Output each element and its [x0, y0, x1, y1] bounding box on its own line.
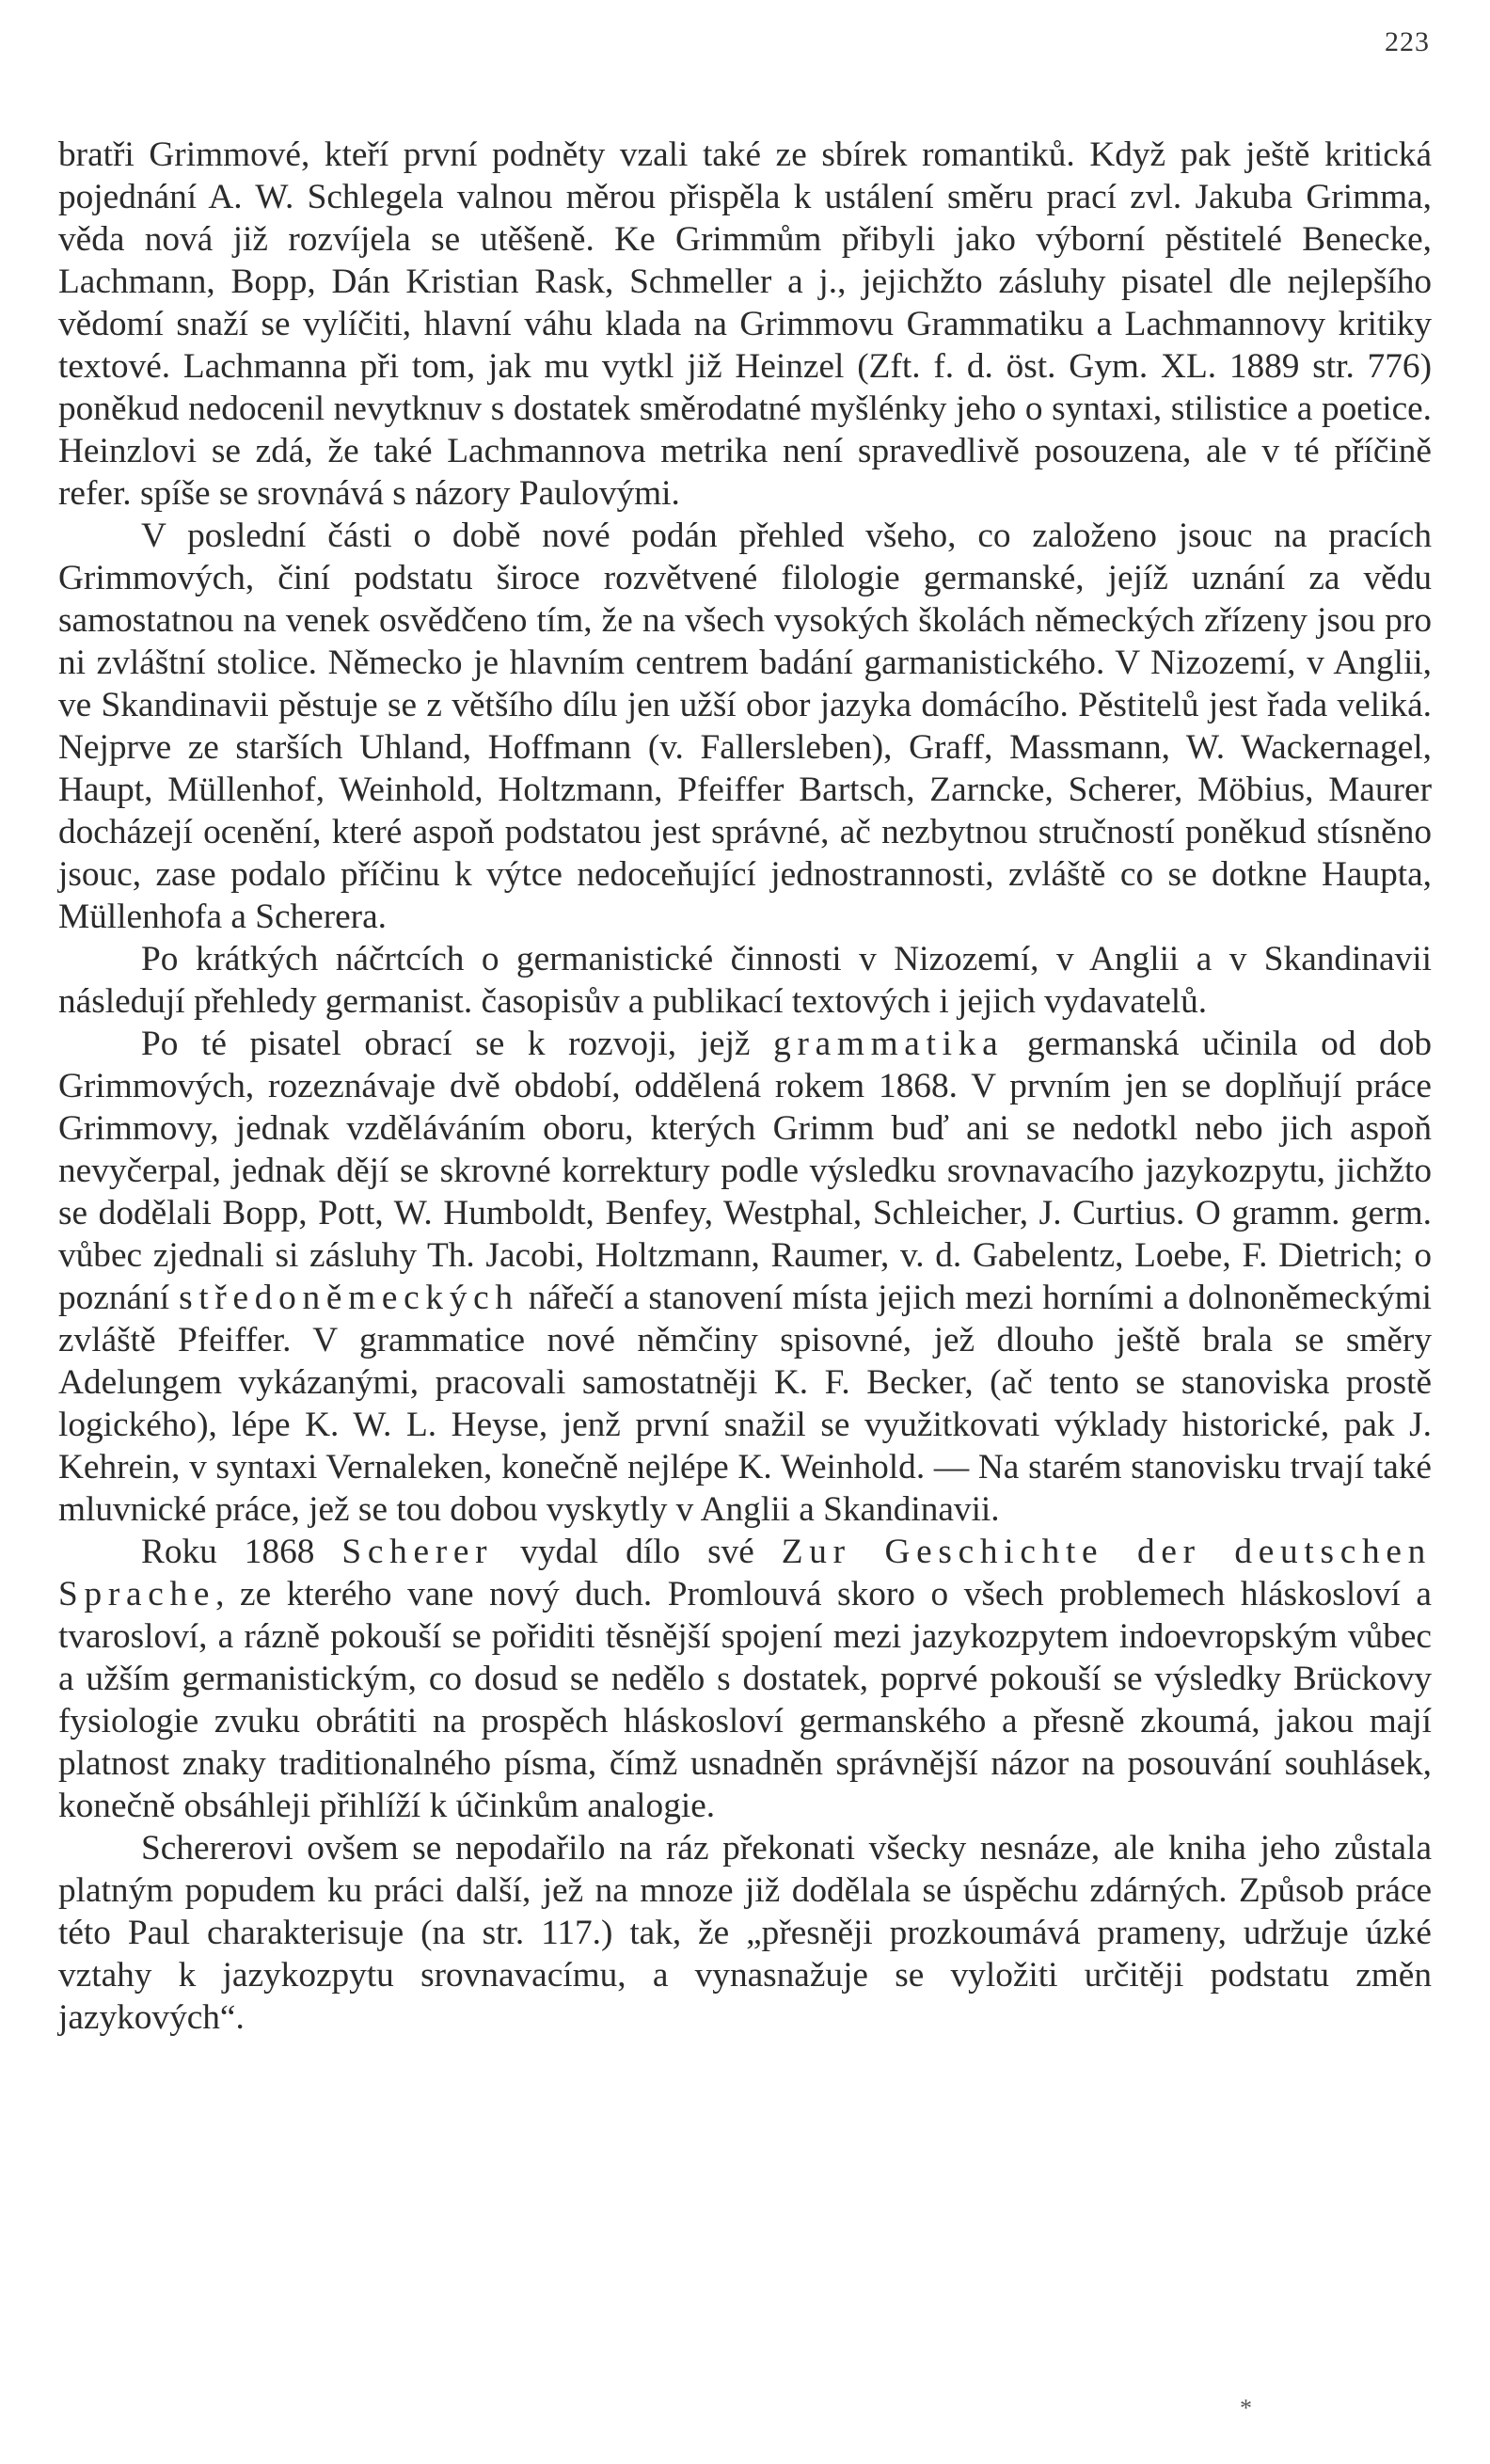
paragraph-5-text-after: , ze kterého vane nový duch. Promlouvá skoro o všech problemech hláskosloví a tvarosloví, a rázně pokouší se pořiditi těsnější spojení mezi jazykozpytem indoevropským vůbec a užším germanistickým, co dosud se nedělo s dostatek, poprvé pokouší se výsledky Brückovy fysiologie zvuku obrátiti na prospěch hláskosloví germanského a přesně zkoumá, jakou mají platnost znaky traditionalného písma, čímž usnadněn správnější názor na posouvání souhlásek, konečně obsáhleji přihlíží k účinkům analogie.: [58, 1575, 1432, 1825]
paragraph-4: [58, 1023, 1432, 1531]
paragraph-4-emphasis-stredonemeckych: středoněmeckých: [179, 1279, 519, 1317]
paragraph-6: Schererovi ovšem se nepodařilo na ráz překonati všecky nesnáze, ale kniha jeho zůstala platným popudem ku práci další, jež na mnoze již dodělala se úspěchu zdárných. Způsob práce této Paul charakterisuje (na str. 117.) tak, že „přesněji prozkoumává prameny, udržuje úzké vztahy k jazykozpytu srovnavacímu, a vynasnažuje se vyložiti určitěji podstatu změn jazykových“.: [58, 1829, 1432, 2037]
paragraph-5-emphasis-book-title: Zur Geschichte der deutschen Sprache: [58, 1533, 1432, 1614]
paragraph-3: Po krátkých náčrtcích o germanistické činnosti v Nizozemí, v Anglii a v Skandinavii následují přehledy germanist. časopisův a publikací textových i jejich vydavatelů.: [58, 940, 1432, 1021]
body-text: [58, 134, 1432, 2039]
paragraph-4-text-before: Po té pisatel obrací se k rozvoji, jejž: [141, 1025, 774, 1063]
paragraph-4-text-middle: germanská učinila od dob Grimmových, rozeznávaje dvě období, oddělená rokem 1868. V prvním jen se doplňují práce Grimmovy, jednak vzděláváním oboru, kterých Grimm buď ani se nedotkl nebo jich aspoň nevyčerpal, jednak dějí se skrovné korrektury podle výsledku srovnavacího jazykozpytu, jichžto se dodělali Bopp, Pott, W. Humboldt, Benfey, Westphal, Schleicher, J. Curtius. O gramm. germ. vůbec zjednali si zásluhy Th. Jacobi, Holtzmann, Raumer, v. d. Gabelentz, Loebe, F. Dietrich; o poznání: [58, 1025, 1433, 1317]
paragraph-1: bratři Grimmové, kteří první podněty vzali také ze sbírek romantiků. Když pak ještě kritická pojednání A. W. Schlegela valnou měrou přispěla k ustálení směru prací zvl. Jakuba Grimma, věda nová již rozvíjela se utěšeně. Ke Grimmům přibyli jako výborní pěstitelé Benecke, Lachmann, Bopp, Dán Kristian Rask, Schmeller a j., jejichžto zásluhy pisatel dle nejlepšího vědomí snaží se vylíčiti, hlavní váhu klada na Grimmovu Grammatiku a Lachmannovy kritiky textové. Lachmanna při tom, jak mu vytkl již Heinzel (Zft. f. d. öst. Gym. XL. 1889 str. 776) poněkud nedocenil nevytknuv s dostatek směrodatné myšlénky jeho o syntaxi, stilistice a poetice. Heinzlovi se zdá, že také Lachmannova metrika není spravedlivě posouzena, ale v té příčině refer. spíše se srovnává s názory Paulovými.: [58, 135, 1432, 513]
paragraph-4-emphasis-grammatika: grammatika: [773, 1025, 1005, 1063]
paragraph-5-text-before: Roku 1868: [141, 1533, 342, 1571]
page-number: 223: [1385, 26, 1430, 57]
paragraph-2: V poslední části o době nové podán přehled všeho, co založeno jsouc na pracích Grimmových, činí podstatu široce rozvětvené filologie germanské, jejíž uznání za vědu samostatnou na venek osvědčeno tím, že na všech vysokých školách německých zřízeny jsou pro ni zvláštní stolice. Německo je hlavním centrem badání garmanistického. V Nizozemí, v Anglii, ve Skandinavii pěstuje se z většího dílu jen užší obor jazyka domácího. Pěstitelů jest řada veliká. Nejprve ze starších Uhland, Hoffmann (v. Fallersleben), Graff, Massmann, W. Wackernagel, Haupt, Müllenhof, Weinhold, Holtzmann, Pfeiffer Bartsch, Zarncke, Scherer, Möbius, Maurer docházejí ocenění, které aspoň podstatou jest správné, ač nezbytnou stručností poněkud stísněno jsouc, zase podalo příčinu k výtce nedoceňující jednostrannosti, zvláště co se dotkne Haupta, Müllenhofa a Scherera.: [58, 517, 1432, 936]
paragraph-4-text-after: nářečí a stanovení místa jejich mezi horními a dolnoněmeckými zvláště Pfeiffer. V grammatice nové němčiny spisovné, jež dlouho ještě brala se směry Adelungem vykázanými, pracovali samostatněji K. F. Becker, (ač tento se stanoviska prostě logického), lépe K. W. L. Heyse, jenž první snažil se využitkovati výklady historické, pak J. Kehrein, v syntaxi Vernaleken, konečně nejlépe K. Weinhold. — Na starém stanovisku trvají také mluvnické práce, jež se tou dobou vyskytly v Anglii a Skandinavii.: [58, 1279, 1432, 1529]
paragraph-5: [58, 1531, 1432, 1827]
paragraph-5-emphasis-scherer: Scherer: [341, 1533, 494, 1571]
footnote-mark: *: [1240, 2394, 1252, 2422]
paragraph-5-text-middle: vydal dílo své: [493, 1533, 782, 1571]
